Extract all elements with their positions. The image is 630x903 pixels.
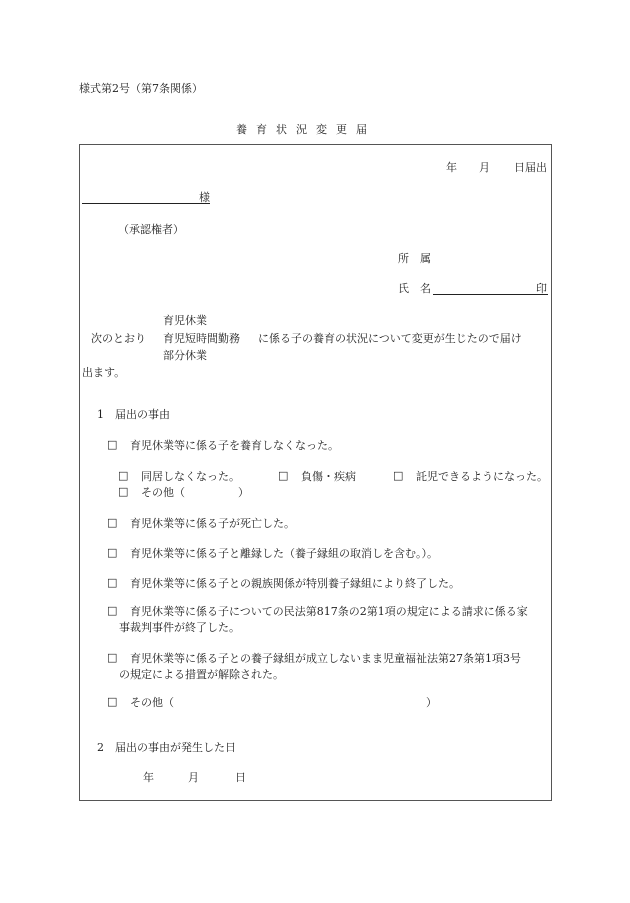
reason-checkbox[interactable]: □ — [107, 516, 118, 529]
subreason-text: 負傷・疾病 — [301, 470, 356, 483]
section2-heading: 2 届出の事由が発生した日 — [97, 741, 236, 754]
addressee-honorific: 様 — [199, 191, 210, 204]
reason-text: 育児休業等に係る子との親族関係が特別養子縁組により終了した。 — [130, 577, 460, 590]
date-year-label: 年 — [446, 161, 457, 174]
reason-text: 育児休業等に係る子を養育しなくなった。 — [130, 439, 339, 452]
approver-label: （承認権者） — [118, 223, 184, 236]
reason-text: 育児休業等に係る子が死亡した。 — [130, 517, 295, 530]
subreason-checkbox[interactable]: □ — [278, 469, 289, 482]
page-title: 養育状況変更届 — [236, 123, 376, 136]
subreason-other-text: その他（ — [141, 486, 185, 499]
option-childcare-leave: 育児休業 — [163, 314, 207, 327]
subreason-checkbox[interactable]: □ — [118, 485, 129, 498]
date-day-label: 日届出 — [514, 161, 547, 174]
option-short-hours: 育児短時間勤務 — [163, 332, 240, 345]
reason-checkbox[interactable]: □ — [107, 546, 118, 559]
event-month-label: 月 — [188, 771, 199, 784]
form-number: 様式第2号（第7条関係） — [79, 82, 203, 95]
intro-continuation: 出ます。 — [82, 366, 126, 379]
seal-label: 印 — [536, 282, 547, 295]
reason-text: 育児休業等に係る子についての民法第817条の2第1項の規定による請求に係る家 — [130, 605, 528, 618]
reason-checkbox[interactable]: □ — [107, 604, 118, 617]
option-partial-leave: 部分休業 — [163, 349, 207, 362]
reason-text: 育児休業等に係る子との養子縁組が成立しないまま児童福祉法第27条第1項3号 — [130, 652, 521, 665]
event-year-label: 年 — [143, 771, 154, 784]
reason-checkbox[interactable]: □ — [107, 576, 118, 589]
name-field-line[interactable] — [433, 294, 548, 295]
reason-checkbox[interactable]: □ — [107, 695, 118, 708]
intro-prefix: 次のとおり — [91, 332, 146, 345]
affiliation-label: 所 属 — [398, 252, 431, 265]
reason-other-close: ） — [426, 696, 437, 709]
reason-text-cont: 事裁判事件が終了した。 — [119, 621, 240, 634]
event-day-label: 日 — [235, 771, 246, 784]
section1-heading: 1 届出の事由 — [97, 408, 170, 421]
name-label: 氏 名 — [398, 282, 431, 295]
subreason-checkbox[interactable]: □ — [118, 469, 129, 482]
reason-text: 育児休業等に係る子と離縁した（養子縁組の取消しを含む。）。 — [130, 547, 438, 560]
reason-text-cont: の規定による措置が解除された。 — [119, 668, 284, 681]
reason-other-text: その他（ — [130, 696, 174, 709]
subreason-checkbox[interactable]: □ — [393, 469, 404, 482]
subreason-text: 同居しなくなった。 — [141, 470, 240, 483]
reason-checkbox[interactable]: □ — [107, 438, 118, 451]
intro-suffix: に係る子の養育の状況について変更が生じたので届け — [258, 332, 522, 345]
addressee-name-line[interactable] — [82, 203, 210, 204]
reason-checkbox[interactable]: □ — [107, 651, 118, 664]
subreason-text: 託児できるようになった。 — [416, 470, 548, 483]
subreason-other-close: ） — [238, 486, 249, 499]
date-month-label: 月 — [479, 161, 490, 174]
